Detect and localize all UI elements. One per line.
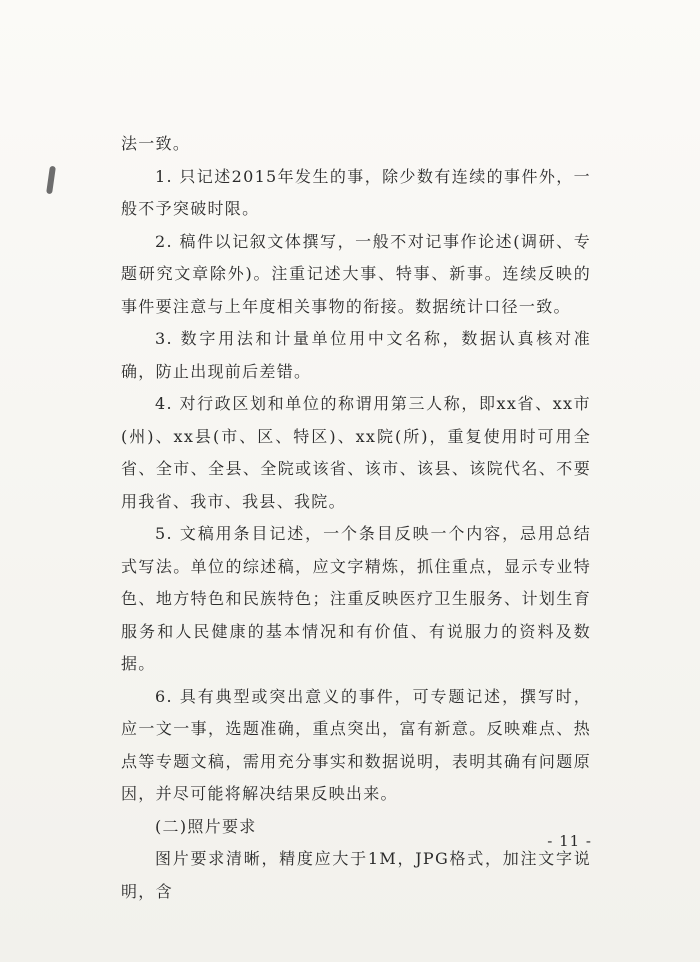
paragraph-item-1: 1. 只记述2015年发生的事，除少数有连续的事件外，一般不予突破时限。 — [121, 166, 591, 218]
scan-mark — [46, 166, 56, 195]
section-heading-photo-requirements: (二)照片要求 — [155, 816, 257, 836]
paragraph-continuation: 法一致。 — [121, 134, 191, 153]
paragraph-item-2: 2. 稿件以记叙文体撰写，一般不对记事作论述(调研、专题研究文章除外)。注重记述大事、特事、新事。连续反映的事件要注意与上年度相关事物的衔接。数据统计口径一致。 — [121, 231, 591, 316]
paragraph-item-5: 5. 文稿用条目记述，一个条目反映一个内容，忌用总结式写法。单位的综述稿，应文字精炼，抓住重点，显示专业特色、地方特色和民族特色；注重反映医疗卫生服务、计划生育服务和人民健康的基本情况和有价值、有说服力的资料及数据。 — [121, 524, 591, 673]
page-number: - 11 - — [547, 832, 592, 850]
document-body — [121, 128, 591, 908]
paragraph-item-4: 4. 对行政区划和单位的称谓用第三人称，即xx省、xx市(州)、xx县(市、区、特区)、xx院(所)，重复使用时可用全省、全市、全县、全院或该省、该市、该县、该院代名、不要用我省、我市、我县、我院。 — [121, 394, 591, 511]
paragraph-photo-requirements: 图片要求清晰，精度应大于1M，JPG格式，加注文字说明，含 — [121, 849, 591, 901]
paragraph-item-6: 6. 具有典型或突出意义的事件，可专题记述，撰写时，应一文一事，选题准确，重点突出，富有新意。反映难点、热点等专题文稿，需用充分事实和数据说明，表明其确有问题原因，并尽可能将解决结果反映出来。 — [121, 686, 591, 803]
paragraph-item-3: 3. 数字用法和计量单位用中文名称，数据认真核对准确，防止出现前后差错。 — [121, 329, 591, 381]
